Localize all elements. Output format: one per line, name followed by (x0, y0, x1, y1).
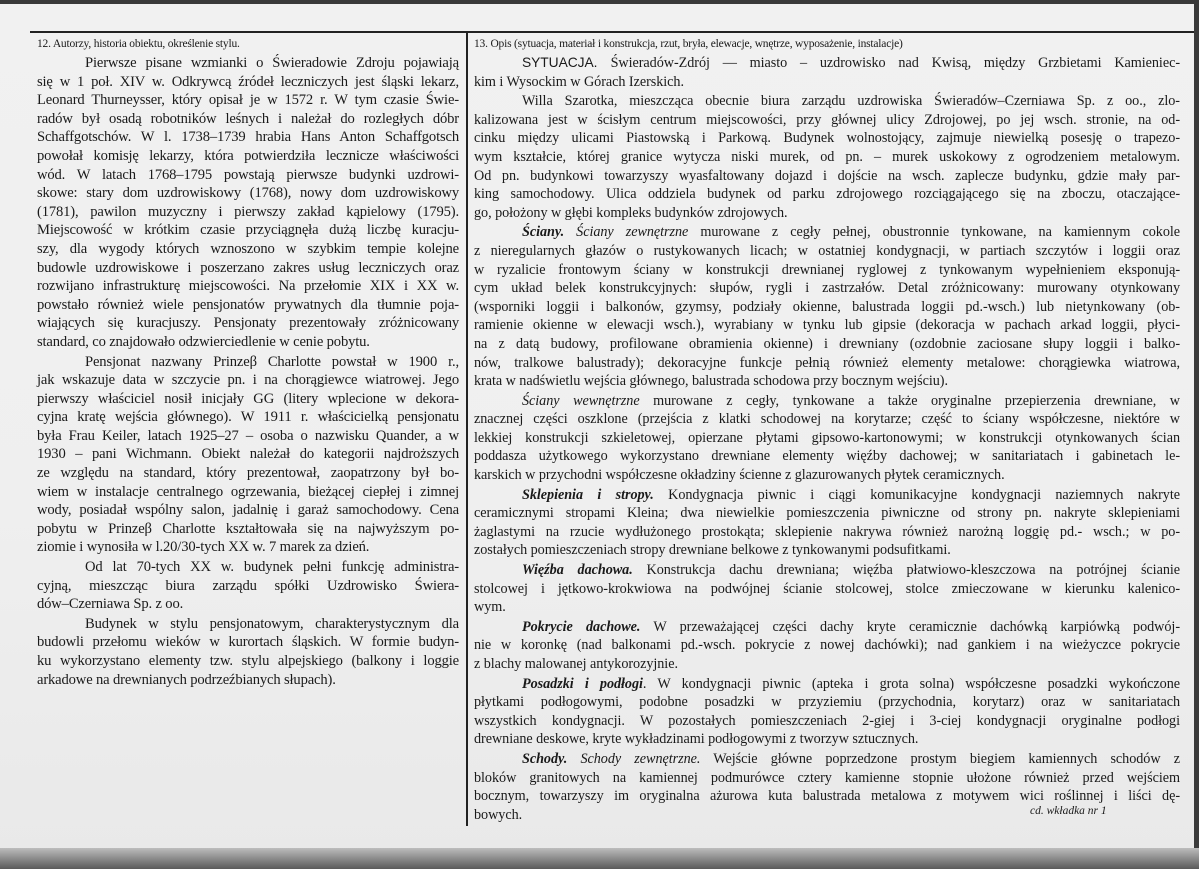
section-heading: Więźba dachowa. (522, 562, 633, 579)
text-line (474, 223, 1180, 242)
text-line: king samochodowy. Ulica oddziela budynek od parku zdrojowego rozciągającego się na zboczu, otaczające- (474, 186, 1180, 203)
text-line: wód. W latach 1768–1795 powstają pierwsze budynki uzdrowi- (37, 166, 459, 183)
text-line: zostałych pomieszczeniach stropy drewniane belkowe z tynkowanymi podsufitkami. (474, 542, 951, 559)
text-line: (wsporniki loggii i balkonów, gzymsy, podziały okienne, balustrada loggii pd.-wsch.) lub nietynkowany (ob- (474, 298, 1180, 315)
text-line: stolcowej i jętkowo-krokwiowa na podwójnej ścianie stolcowej, stolce zmieczowane w kierunku kalenico- (474, 580, 1180, 597)
text-segment (564, 224, 576, 240)
text-line: cyjną, mieszcząc biura zarządu spółki Uzdrowisko Świera- (37, 577, 459, 594)
text-line: wym. (474, 599, 506, 616)
text-line: się w 1 poł. XIV w. Odkrywcą źródeł leczniczych jest śląski lekarz, (37, 73, 459, 90)
text-line: poddasza użytkowego wykorzystano drewniane elementy więźby dachowej; w sanitariatach i gabinetach le- (474, 448, 1180, 465)
section-heading: Pokrycie dachowe. (522, 618, 641, 635)
paragraph (474, 223, 1180, 390)
text-line (474, 54, 1180, 73)
text-line: cyjna kratę wejścia głównego). W 1911 r. właścicielką pensjonatu (37, 409, 459, 426)
subheading: Ściany wewnętrzne (522, 392, 640, 409)
text-line: kim i Wysockim w Górach Izerskich. (474, 73, 684, 90)
text-line: pierwszy właściciel nosił inicjały GG (litery wplecione w dekora- (37, 390, 459, 407)
text-line: ziomie i wynosiła w l.20/30-tych XX w. 7 marek za dzień. (37, 539, 370, 556)
text-line: wiem w instalacje centralnego ogrzewania, bieżącej ciepłej i zimnej (37, 483, 459, 500)
text-line: Miejscowość w krótkim czasie przyciągnęła dużą liczbę kuracju- (37, 222, 459, 239)
text-line: bloków granitowych na kamiennej podmurówce cztery kamienne stopnie ułożone również przed wejściem (474, 769, 1180, 786)
text-line: ze względu na standard, który prezentował, zaopatrzony był bo- (37, 465, 459, 482)
text-line: rozwijano infrastrukturę miejscowości. Na przełomie XIX i XX w. (37, 278, 459, 295)
paragraph (37, 353, 459, 558)
text-line: pobytu w Prinzeβ Charlotte kształtowała się na najwyższym po- (37, 520, 459, 537)
text-segment: murowane z cegły, tynkowane a także oryginalne przepierzenia drewniane, w (639, 392, 1180, 409)
text-line: (1781), pawilon muzyczny i pierwszy zakład kąpielowy (1795). (37, 203, 459, 220)
text-segment: . W kondygnacji piwnic (apteka i grota solna) współczesne posadzki wykończone (642, 675, 1180, 692)
text-line: bocznym, towarzyszy im oryginalna ażurowa kuta balustrada metalowa z motywem wici roślinnej i liści dę- (474, 788, 1180, 805)
text-segment: Konstrukcja dachu drewniana; więźba płatwiowo-kleszczowa na potrójnej ścianie (632, 562, 1181, 579)
top-rule (30, 31, 1194, 33)
text-line: w ryzalicie frontowym ściany w konstrukcji drewnianej ryglowej z tynkowanym wypełnieniem eksponują- (474, 261, 1180, 278)
paragraph (474, 486, 1180, 560)
section-heading: Sklepienia i stropy. (522, 486, 654, 503)
column-divider (466, 32, 468, 826)
text-line: go, położony w głębi kompleks budynków zdrojowych. (474, 204, 788, 221)
text-line: kalizowana jest w ścisłym centrum miejscowości, przy głównej ulicy Zdrojowej, po jej wsch. stronie, na od- (474, 111, 1180, 128)
text-line: Od lat 70-tych XX w. budynek pełni funkcję administra- (85, 559, 459, 576)
section-header: 13. Opis (sytuacja, materiał i konstrukcja, rzut, bryła, elewacje, wnętrze, wyposażenie, instalacje) (474, 38, 903, 50)
text-line: Leonard Thurneysser, który opisał je w 1572 r. W tym czasie Świe- (37, 92, 459, 109)
text-line: jak wskazuje data w szczycie pn. i na chorągiewce wiatrowej. Jego (37, 372, 459, 389)
text-line: cym układ belek konstrukcyjnych: słupów, rygli i zastrzałów. Detal zróżnicowany: murowany otynkowany (474, 280, 1180, 297)
text-segment: Wejście główne poprzedzone prostym biegiem kamiennych schodów z (700, 750, 1180, 767)
text-line (474, 675, 1180, 694)
scan-edge (0, 848, 1199, 869)
text-line: drewniane deskowe, kryte wykładzinami podłogowymi z tworzyw sztucznych. (474, 731, 919, 748)
text-line: 1930 – pani Wichmann. Obiekt należał do kategorii najdroższych (37, 446, 459, 463)
text-line: ku wykorzystano elementy tzw. stylu alpejskiego (balkony i loggie (37, 653, 459, 669)
text-line: arkadowe na drewnianych podrzeźbianych słupach). (37, 671, 336, 688)
text-line: ramienie okienne w elewacji wsch.), wyrabiany w tynku lub gipsie (dekoracja w pachach arkad loggii, płyci- (474, 317, 1180, 334)
text-line (474, 561, 1180, 580)
paragraph (37, 558, 459, 614)
text-line: radów był osadą robotników leśnych i należał do rozległych dóbr (37, 110, 459, 127)
section-heading: Schody. (522, 750, 568, 767)
paragraph (474, 561, 1180, 617)
text-line: lekkiej konstrukcji szkieletowej, opierzane płytami gipsowo-kartonowymi; w konstrukcji otynkowanych ścian (474, 429, 1180, 446)
text-segment: Świeradów-Zdrój — miasto – uzdrowisko nad Kwisą, między Grzbietami Kamieniec- (610, 55, 1180, 71)
text-line: powstało również wiele pensjonatów prywatnych dla tłumnie poja- (37, 296, 459, 313)
text-line: szy, dla wygody których wznoszono w szybkim tempie kolejne (37, 240, 459, 257)
paragraph (474, 618, 1180, 674)
paragraph (474, 54, 1180, 91)
section-body (37, 54, 459, 689)
text-segment: murowane z cegły pełnej, obustronnie tynkowane, na kamiennym cokole (688, 224, 1180, 241)
text-line: standard, co znajdowało odzwierciedlenie w cenie pobytu. (37, 333, 370, 350)
text-line: z blachy malowanej antykorozyjnie. (474, 656, 678, 672)
subheading: Schody zewnętrzne. (580, 750, 701, 767)
text-line: wody, posiadał wspólny salon, jadalnię i garaż samochodowy. Cena (37, 502, 459, 519)
paragraph (37, 615, 459, 689)
text-segment (567, 751, 580, 767)
section-label: SYTUACJA. (522, 55, 611, 70)
text-line: na z datą budowy, profilowane obramienia okienne) i drewniany (ozdobnie zaciosane słupy loggii i balko- (474, 335, 1180, 352)
section-13-description (474, 36, 1180, 824)
text-line (474, 618, 1180, 637)
text-line: dów–Czerniawa Sp. z oo. (37, 596, 184, 613)
text-line: cinku między ulicami Piastowską i Parkową. Budynek wolnostojący, zajmuje niewielką posesję o trapezo- (474, 130, 1180, 147)
text-segment: W przeważającej części dachy kryte ceramicznie dachówką karpiówką podwój- (640, 618, 1180, 635)
text-line: wszystkich kondygnacji. W pozostałych pomieszczeniach 2-giej i 3-ciej kondygnacji oryginalne podłogi (474, 712, 1180, 729)
paragraph (474, 675, 1180, 749)
text-line: Budynek w stylu pensjonatowym, charakterystycznym dla (85, 615, 459, 632)
text-line: wym kształcie, której granice wytycza niski murek, od pn. – murek uskokowy z ogrodzeniem metalowym. (474, 148, 1180, 165)
text-line: Willa Szarotka, mieszcząca obecnie biura zarządu uzdrowiska Świeradów–Czerniawa Sp. z oo., zlo- (522, 93, 1180, 110)
text-line: nów, tralkowe balustrady); dekoracyjne funkcje pełnią również elementy metalowe: chorągiewka wiatrowa, (474, 354, 1180, 371)
text-line: była Frau Keiler, latach 1925–27 – osoba o nazwisku Quander, a w (37, 427, 459, 444)
text-line (474, 750, 1180, 769)
text-line: Pensjonat nazwany Prinzeβ Charlotte powstał w 1900 r., (85, 353, 459, 370)
continuation-note: cd. wkładka nr 1 (1030, 805, 1107, 817)
text-line: krata w nadświetlu wejścia głównego, balustrada schodowa przy bocznym wejściu). (474, 373, 948, 390)
text-line: Schaffgotschów. W l. 1738–1739 hrabia Hans Anton Schaffgotsch (37, 129, 459, 146)
paragraph (474, 92, 1180, 222)
text-line: Pierwsze pisane wzmianki o Świeradowie Zdroju pojawiają (85, 55, 459, 71)
paragraph (474, 392, 1180, 485)
text-line: z nieregularnych głazów o rustykowanych licach; w ostatniej kondygnacji, w partiach szczytów i loggii oraz (474, 242, 1180, 259)
text-segment: Kondygnacja piwnic i ciągi komunikacyjne kondygnacji naziemnych nakryte (653, 486, 1180, 503)
text-line: skowe: stary dom uzdrowiskowy (1768), nowy dom uzdrowiskowy (37, 185, 459, 202)
text-line (474, 392, 1180, 411)
text-line: bowych. (474, 806, 523, 823)
section-heading: Posadzki i podłogi (522, 675, 643, 692)
text-line: żaglastymi na rzucie wydłużonego prostokąta; sklepienie nakrywa również narożną loggię pd.- wsch.; w po- (474, 523, 1180, 540)
paragraph (37, 54, 459, 352)
text-line: płytkami podłogowymi, podobne posadzki w przyziemiu (przychodnia, korytarz) oraz w sanitariatach (474, 694, 1180, 711)
section-12-history (37, 36, 459, 689)
text-line: wiających się kuracjuszy. Pensjonaty prezentowały zróżnicowany (37, 315, 459, 332)
section-heading: Ściany. (522, 224, 565, 241)
subheading: Ściany zewnętrzne (576, 224, 689, 241)
text-line: znacznej części oszklone (przejścia z klatki schodowej na korytarze; część to ściany współczesne, niektóre w (474, 411, 1180, 428)
text-line: ceramicznymi stropami Kleina; dwa niewielkie pomieszczenia piwniczne od strony pn. nakryte sklepieniami (474, 505, 1180, 522)
text-line: powołał komisję lekarzy, która potwierdziła lecznicze właściwości (37, 147, 459, 164)
text-line: Od pn. budynkowi towarzyszy wyasfaltowany dojazd i dojście na wsch. zaplecze budynku, gdzie mały par- (474, 167, 1180, 184)
text-line: budowli przełomu wieków w kurortach śląskich. W formie budyn- (37, 634, 459, 651)
text-line: nie w koronkę (nad balkonami pd.-wsch. pokrycie z nowej dachówki); nad gankiem i na wieżyczce pokrycie (474, 637, 1180, 654)
section-body (474, 54, 1180, 824)
text-line (474, 486, 1180, 505)
text-line: budowle uzdrowiskowe i poszerzano zakres usług leczniczych oraz (37, 259, 459, 276)
text-line: karskich w przychodni współczesne okładziny ścienne z glazurowanych płytek ceramicznych. (474, 467, 1005, 484)
section-header: 12. Autorzy, historia obiektu, określenie stylu. (37, 38, 240, 50)
